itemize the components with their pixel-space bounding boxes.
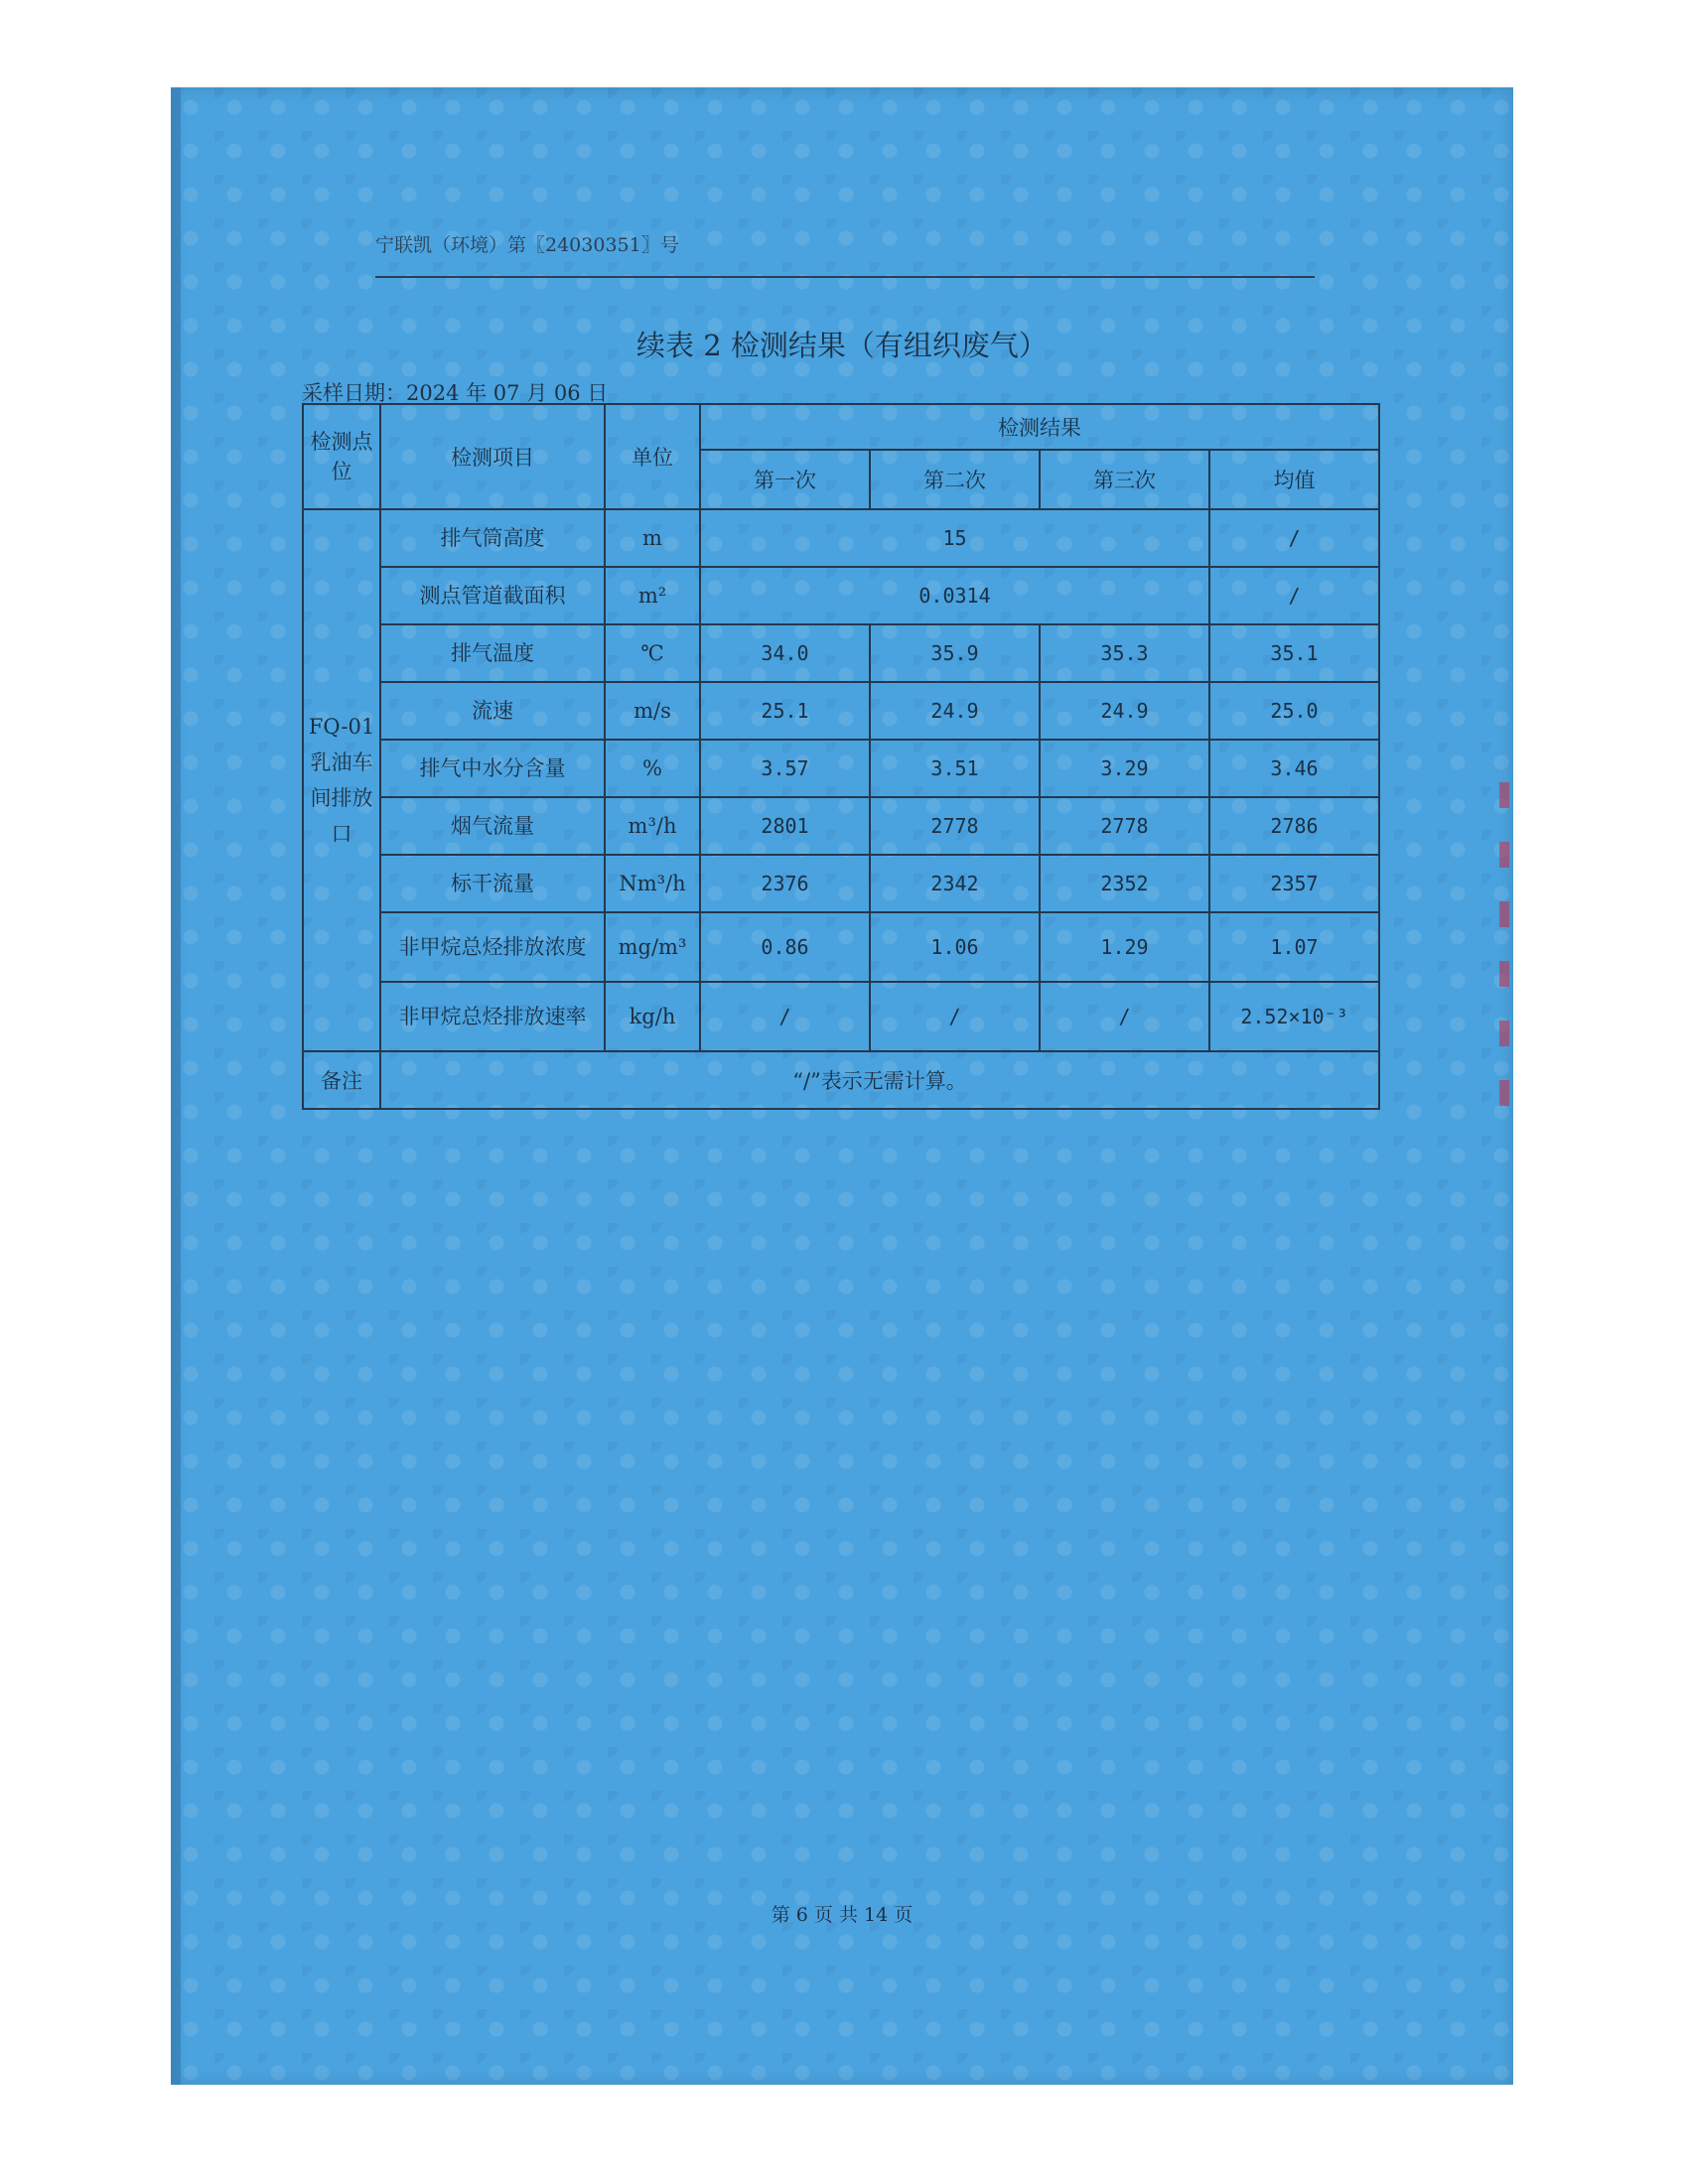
average-value: / — [1209, 509, 1379, 567]
item-name: 流速 — [380, 682, 605, 740]
header-point: 检测点位 — [303, 404, 380, 509]
item-name: 非甲烷总烃排放浓度 — [380, 912, 605, 982]
average-value: 2786 — [1209, 797, 1379, 855]
table-row — [303, 855, 1379, 912]
average-value: 1.07 — [1209, 912, 1379, 982]
item-name: 非甲烷总烃排放速率 — [380, 982, 605, 1051]
header-second: 第二次 — [870, 450, 1040, 509]
value-second: 2342 — [870, 855, 1040, 912]
header-third: 第三次 — [1040, 450, 1209, 509]
results-table — [302, 403, 1380, 1110]
value-first: / — [700, 982, 870, 1051]
seal-edge-mark — [1499, 782, 1509, 1110]
item-unit: kg/h — [605, 982, 700, 1051]
item-unit: % — [605, 740, 700, 797]
table-row — [303, 797, 1379, 855]
point-name: FQ-01乳油车间排放口 — [303, 509, 380, 1051]
item-name: 排气中水分含量 — [380, 740, 605, 797]
item-unit: m² — [605, 567, 700, 624]
page-number: 第 6 页 共 14 页 — [771, 1904, 914, 1926]
header-results: 检测结果 — [700, 404, 1379, 450]
value-third: 3.29 — [1040, 740, 1209, 797]
item-unit: m³/h — [605, 797, 700, 855]
header-item: 检测项目 — [380, 404, 605, 509]
header-row — [303, 404, 1379, 450]
merged-value: 0.0314 — [700, 567, 1209, 624]
remark-label: 备注 — [303, 1051, 380, 1109]
merged-value: 15 — [700, 509, 1209, 567]
remark-row — [303, 1051, 1379, 1109]
average-value: 2357 — [1209, 855, 1379, 912]
report-number: 宁联凯（环境）第〖24030351〗号 — [375, 234, 679, 256]
average-value: 35.1 — [1209, 624, 1379, 682]
value-first: 2376 — [700, 855, 870, 912]
table-row — [303, 740, 1379, 797]
value-first: 34.0 — [700, 624, 870, 682]
value-first: 2801 — [700, 797, 870, 855]
item-name: 排气筒高度 — [380, 509, 605, 567]
value-second: 3.51 — [870, 740, 1040, 797]
value-third: / — [1040, 982, 1209, 1051]
value-first: 3.57 — [700, 740, 870, 797]
value-third: 2352 — [1040, 855, 1209, 912]
item-name: 测点管道截面积 — [380, 567, 605, 624]
item-name: 标干流量 — [380, 855, 605, 912]
table-row — [303, 982, 1379, 1051]
remark-text: “/”表示无需计算。 — [380, 1051, 1379, 1109]
item-unit: m/s — [605, 682, 700, 740]
table-row — [303, 682, 1379, 740]
table-row — [303, 567, 1379, 624]
value-second: 1.06 — [870, 912, 1040, 982]
average-value: / — [1209, 567, 1379, 624]
value-second: 35.9 — [870, 624, 1040, 682]
item-name: 排气温度 — [380, 624, 605, 682]
value-second: 2778 — [870, 797, 1040, 855]
average-value: 25.0 — [1209, 682, 1379, 740]
value-third: 1.29 — [1040, 912, 1209, 982]
header-unit: 单位 — [605, 404, 700, 509]
table-title: 续表 2 检测结果（有组织废气） — [636, 329, 1048, 362]
item-name: 烟气流量 — [380, 797, 605, 855]
item-unit: m — [605, 509, 700, 567]
item-unit: ℃ — [605, 624, 700, 682]
item-unit: mg/m³ — [605, 912, 700, 982]
header-first: 第一次 — [700, 450, 870, 509]
value-third: 35.3 — [1040, 624, 1209, 682]
average-value: 3.46 — [1209, 740, 1379, 797]
value-second: 24.9 — [870, 682, 1040, 740]
value-third: 24.9 — [1040, 682, 1209, 740]
table-row — [303, 912, 1379, 982]
value-first: 25.1 — [700, 682, 870, 740]
value-third: 2778 — [1040, 797, 1209, 855]
report-page — [171, 87, 1513, 2085]
item-unit: Nm³/h — [605, 855, 700, 912]
value-first: 0.86 — [700, 912, 870, 982]
value-second: / — [870, 982, 1040, 1051]
sampling-date: 采样日期：2024 年 07 月 06 日 — [302, 381, 609, 405]
table-row — [303, 509, 1379, 567]
table-row — [303, 624, 1379, 682]
average-value: 2.52×10⁻³ — [1209, 982, 1379, 1051]
header-average: 均值 — [1209, 450, 1379, 509]
header-divider — [375, 276, 1315, 278]
